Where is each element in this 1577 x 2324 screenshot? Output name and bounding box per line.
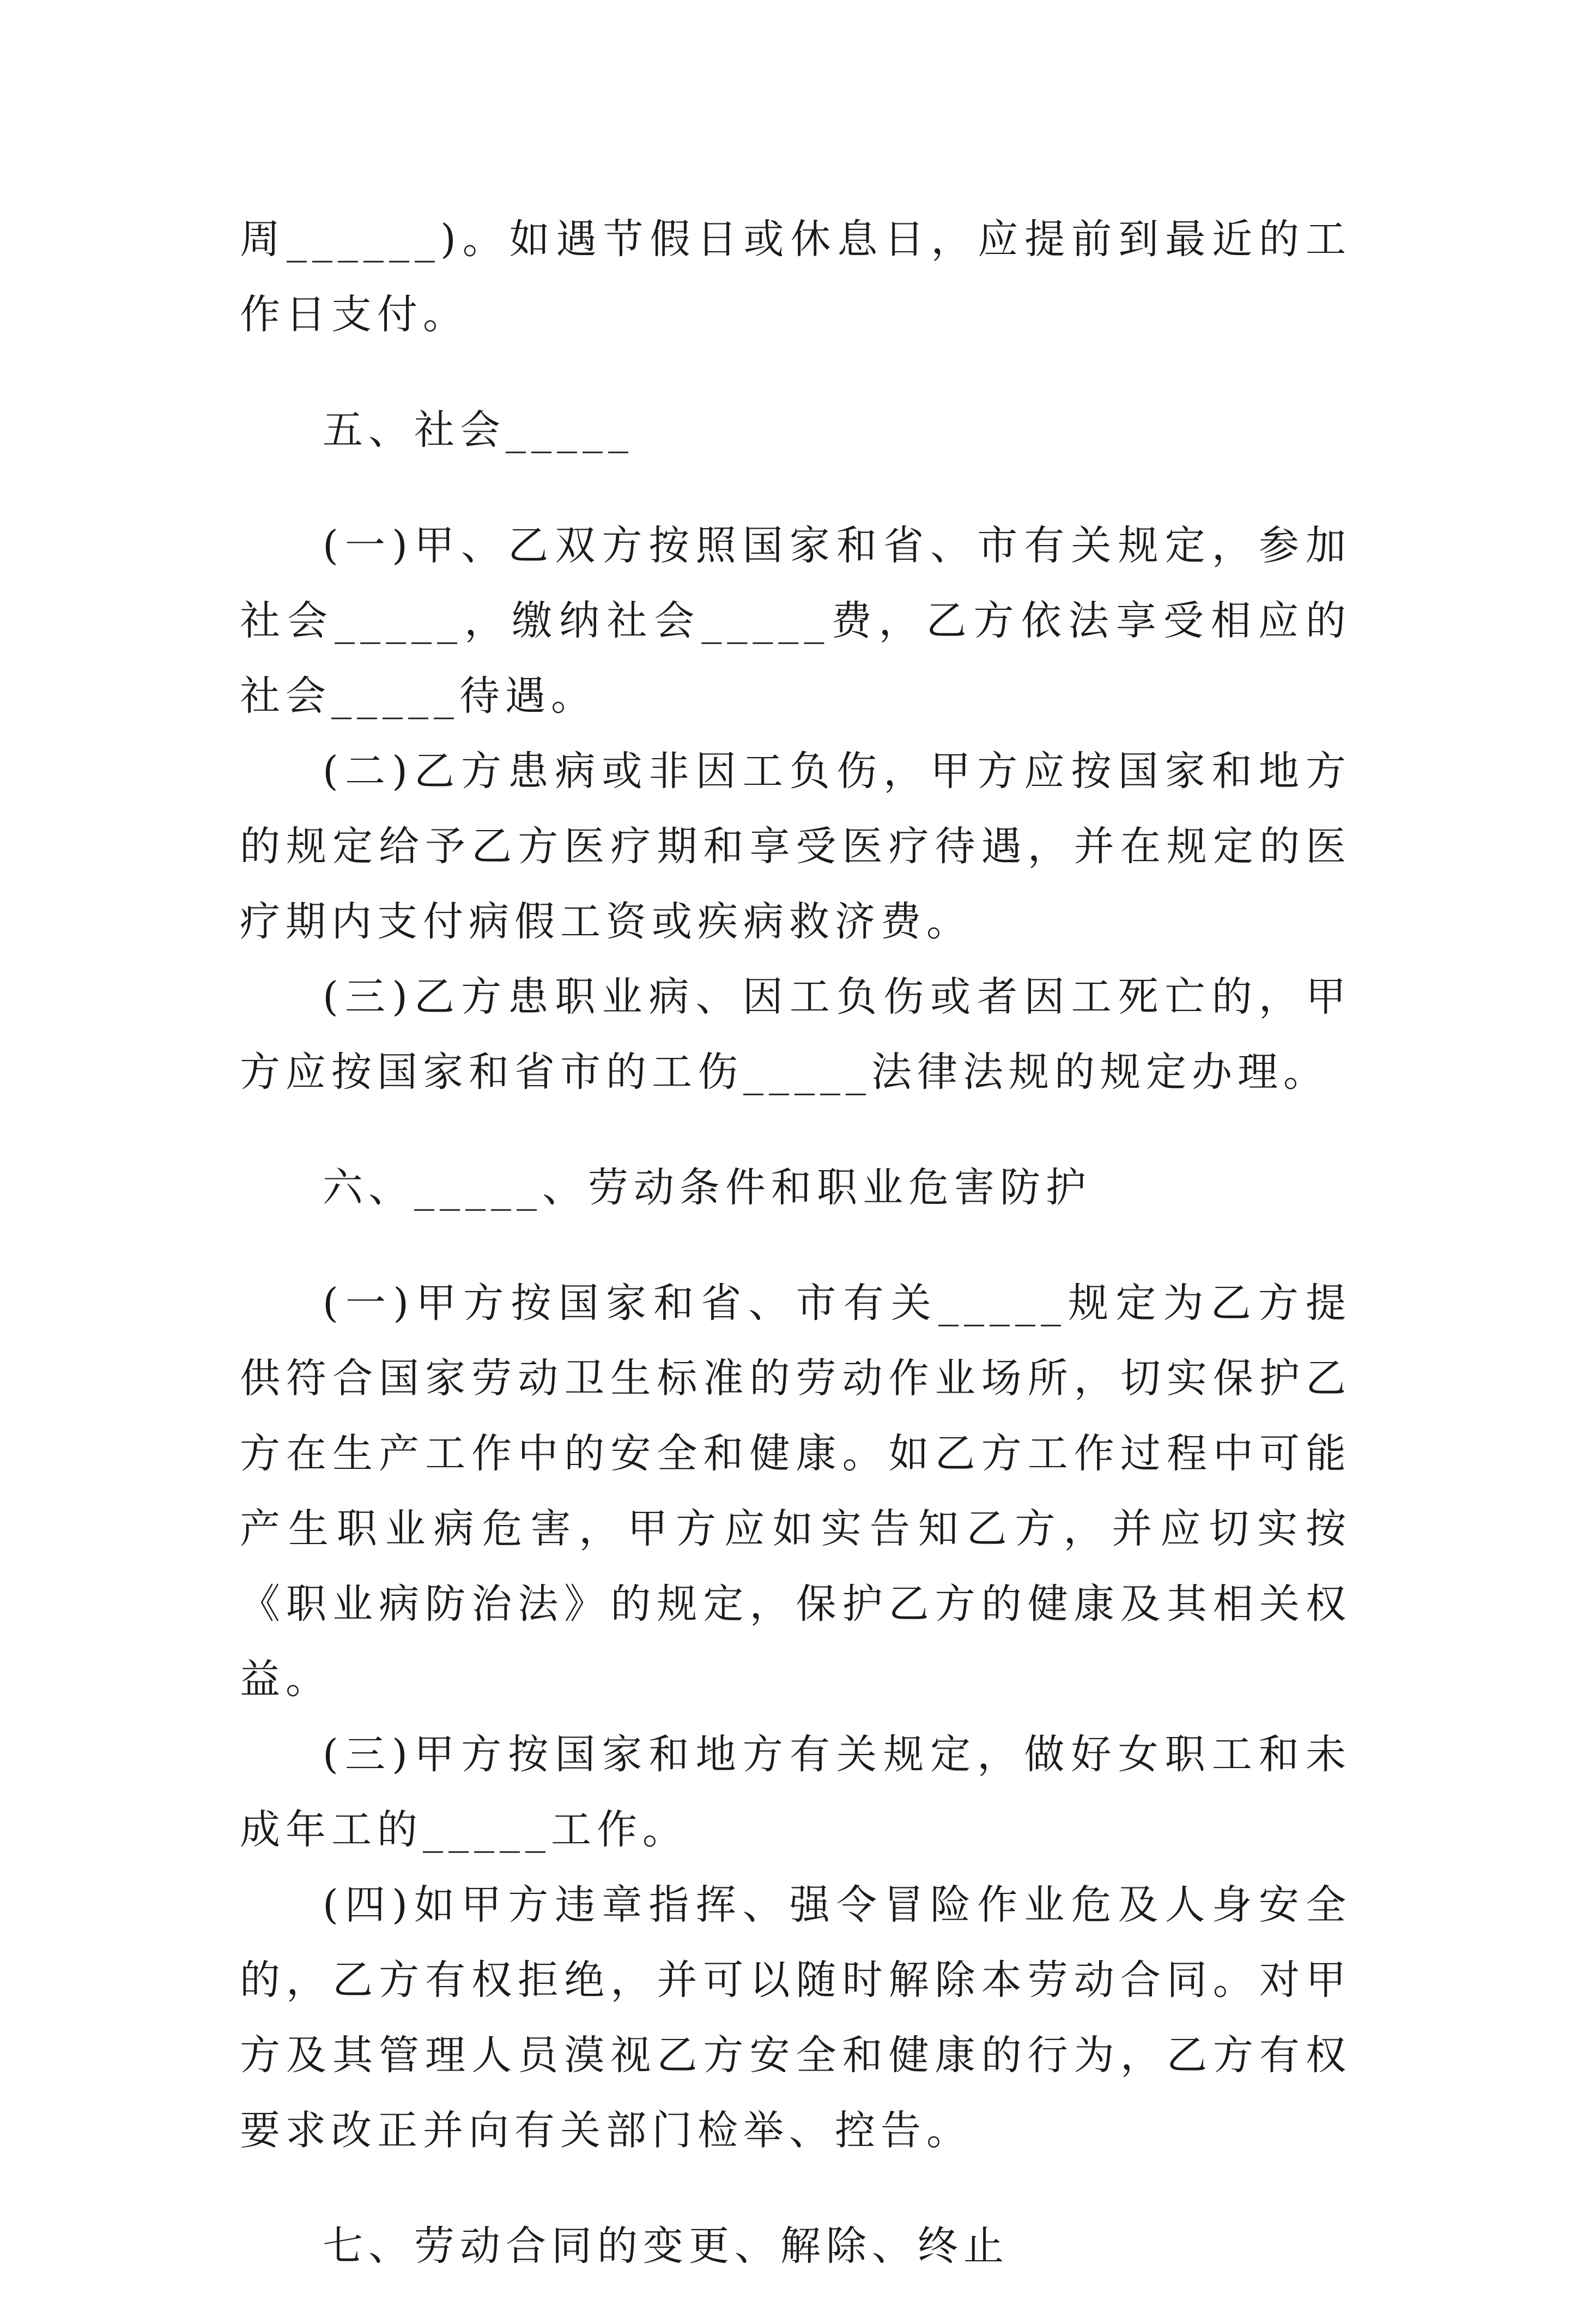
paragraph-payment-date: 周______)。如遇节假日或休息日，应提前到最近的工作日支付。 — [240, 216, 1351, 338]
section-heading-social-insurance: 五、社会_____ — [323, 407, 634, 453]
document-body — [240, 202, 1351, 2324]
paragraph-labor-protection-3: (三)甲方按国家和地方有关规定，做好女职工和未成年工的_____工作。 — [240, 1731, 1351, 1853]
paragraph-social-insurance-3: (三)乙方患职业病、因工负伤或者因工死亡的，甲方应按国家和省市的工伤_____法律法规的规定办理。 — [240, 973, 1351, 1096]
paragraph-social-insurance-1: (一)甲、乙双方按照国家和省、市有关规定，参加社会_____，缴纳社会_____费，乙方依法享受相应的社会_____待遇。 — [240, 522, 1351, 719]
paragraph-labor-protection-4: (四)如甲方违章指挥、强令冒险作业危及人身安全的，乙方有权拒绝，并可以随时解除本劳动合同。对甲方及其管理人员漠视乙方安全和健康的行为，乙方有权要求改正并向有关部门检举、控告。 — [240, 1881, 1351, 2154]
paragraph-labor-protection-1: (一)甲方按国家和省、市有关_____规定为乙方提供符合国家劳动卫生标准的劳动作业场所，切实保护乙方在生产工作中的安全和健康。如乙方工作过程中可能产生职业病危害，甲方应如实告知乙方，并应切实按《职业病防治法》的规定，保护乙方的健康及其相关权益。 — [240, 1280, 1351, 1703]
section-heading-labor-protection: 六、_____、劳动条件和职业危害防护 — [323, 1164, 1091, 1211]
paragraph-social-insurance-2: (二)乙方患病或非因工负伤，甲方应按国家和地方的规定给予乙方医疗期和享受医疗待遇，并在规定的医疗期内支付病假工资或疾病救济费。 — [240, 748, 1351, 945]
section-heading-contract-change: 七、劳动合同的变更、解除、终止 — [323, 2223, 1009, 2269]
